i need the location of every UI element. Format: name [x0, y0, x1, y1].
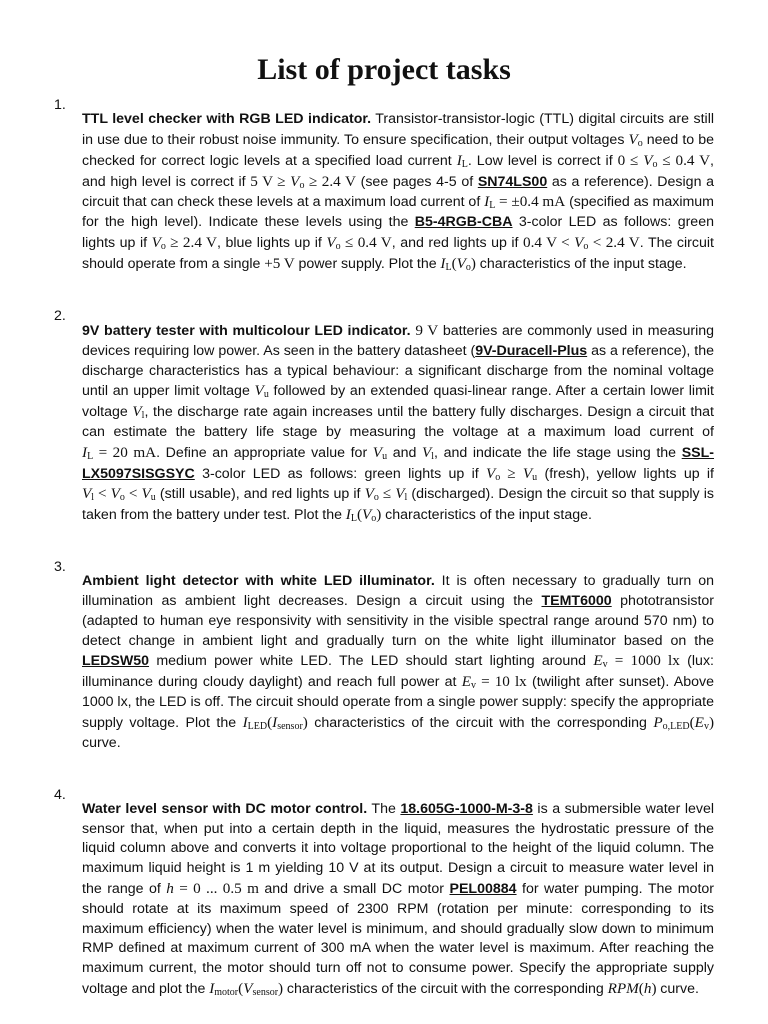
task-text: 3-color LED as follows: green lights up if	[194, 465, 486, 482]
part-link-ledsw50[interactable]: LEDSW50	[82, 653, 150, 670]
part-link-ssl-lx5097sisgsyc[interactable]: SSL-LX5097SISGSYC	[82, 444, 715, 482]
math-full-power-illuminance: $E_v = 10$ lx	[461, 673, 527, 692]
task-text: (see pages 4-5 of	[355, 173, 478, 190]
math-upper-limit-voltage: $V_u$	[254, 382, 269, 401]
math-start-illuminance: $E_v = 1000$ lx	[593, 652, 680, 671]
task-text: power supply. Plot the	[294, 255, 441, 272]
task-title: Ambient light detector with white LED illuminator.	[82, 573, 435, 590]
task-number: 4.	[54, 786, 66, 803]
task-text: characteristics of the circuit with the corresponding	[307, 714, 654, 731]
part-link-18-605g-1000-m-3-8[interactable]: 18.605G-1000-M-3-8	[400, 800, 533, 817]
task-text: 3-color LED as follows: green lights up if	[82, 214, 714, 251]
task-number: 3.	[54, 559, 66, 576]
task-text: , blue lights up if	[216, 234, 327, 251]
task-text: medium power white LED. The LED should start lighting around	[149, 653, 594, 670]
math-usable-condition: $V_l < V_o < V_u$	[82, 485, 156, 504]
task-text: , and red lights up if	[391, 234, 523, 251]
part-link-9v-duracell-plus[interactable]: 9V-Duracell-Plus	[475, 342, 588, 359]
task-title: 9V battery tester with multicolour LED indicator.	[82, 322, 411, 339]
task-text: and drive a small DC motor	[258, 881, 450, 898]
task-description	[82, 321, 714, 526]
math-supply-voltage: +5 V	[264, 254, 295, 272]
task-text: (twilight after sunset). Above 1000 lx, the LED is off. The circuit should operate from a single power supply: specify the appropriate supply voltage. Plot the	[82, 674, 714, 731]
task-text: characteristics of the circuit with the corresponding	[283, 981, 608, 997]
task-text: , and high level is correct if	[82, 152, 714, 190]
task-text: is a submersible water level sensor that, when put into a certain depth in the liquid, measures the hydrostatic pressure of the liquid column above and converts it into voltage proportional to the height of the liquid column. The maximum liquid height is 1 m yielding 10 V at its output. Design a circuit to measure water level in the range of	[82, 800, 715, 898]
task-text: (discharged). Design the circuit so that supply is taken from the battery under test. Plot the	[82, 486, 714, 524]
task-text: (lux: illuminance during cloudy daylight) and reach full power at	[82, 653, 714, 691]
math-rpm-curve: RPM(h)	[607, 980, 657, 997]
task-text: , and indicate the life stage using the	[434, 444, 682, 461]
task-text: phototransistor (adapted to human eye responsivity with sensitivity in the visible spectral range around 570 nm) to detect change in ambient light and gradually turn on the white light illuminator based on the	[82, 593, 715, 649]
task-text: as a reference). Design a circuit that can check these levels at a maximum load current of	[82, 173, 714, 211]
task-text: Transistor-transistor-logic (TTL) digital circuits are still in use due to their robust noise immunity. To ensure specification, their output voltages	[82, 111, 715, 148]
part-link-pel00884[interactable]: PEL00884	[449, 881, 517, 898]
task-text: characteristics of the input stage.	[475, 255, 687, 272]
math-battery-voltage: 9 V	[415, 321, 439, 339]
task-text: , the discharge rate again increases until the battery fully discharges. Design a circuit that can estimate the battery life stage by measuring the voltage at a maximum load current of	[82, 404, 714, 440]
math-water-level-range: h = 0 ... 0.5 m	[166, 880, 259, 898]
math-output-voltage: $V_o$	[628, 130, 643, 149]
math-lower-limit-voltage: $V_l$	[132, 403, 145, 422]
math-power-curve: $P_{o,LED}(E_v)$	[653, 713, 715, 732]
task-text: characteristics of the input stage.	[381, 507, 592, 524]
math-blue-condition: $V_o \le 0.4$ V	[326, 233, 392, 252]
task-text: . Low level is correct if	[467, 152, 618, 169]
math-load-current: $I_L$	[456, 151, 468, 170]
math-led-characteristic: $I_{LED}(I_{sensor})$	[242, 713, 308, 732]
task-text: (specified as maximum for the high level). Indicate these levels using the	[82, 194, 714, 231]
task-item-4	[54, 786, 714, 1014]
math-green-condition: $V_o \ge 2.4$ V	[151, 233, 217, 252]
part-link-sn74ls00[interactable]: SN74LS00	[477, 173, 548, 190]
task-text: batteries are commonly used in measuring devices requiring low power. As seen in the battery datasheet (	[82, 322, 715, 359]
math-discharged-condition: $V_o \le V_l$	[364, 485, 408, 504]
project-task-list	[54, 96, 714, 1014]
math-high-level-range: 5 $V \ge V_o \ge 2.4$ V	[250, 172, 356, 191]
math-characteristic: $I_L(V_o)$	[440, 254, 476, 273]
task-text: It is often necessary to gradually turn on illumination as ambient light decreases. Design a circuit using the	[82, 573, 714, 610]
task-description	[82, 572, 714, 753]
math-red-condition: 0.4 $V < V_o < 2.4$ V	[523, 233, 640, 252]
task-description	[82, 110, 714, 274]
math-characteristic: $I_L(V_o)$	[345, 506, 382, 525]
math-lower-limit-voltage: $V_l$	[421, 443, 435, 462]
task-text: need to be checked for correct logic levels at a specified load current	[82, 131, 714, 169]
part-link-b5-4rgb-cba[interactable]: B5-4RGB-CBA	[414, 214, 513, 231]
part-link-temt6000[interactable]: TEMT6000	[541, 593, 612, 610]
math-maximum-load-current: $I_L = \pm 0.4$ mA	[484, 193, 566, 212]
page-title: List of project tasks	[257, 53, 511, 86]
math-fresh-condition: $V_o \ge V_u$	[485, 464, 538, 483]
math-load-current: $I_L = 20$ mA	[82, 443, 157, 462]
task-text: curve.	[656, 981, 699, 997]
task-number: 2.	[54, 307, 66, 324]
math-upper-limit-voltage: $V_u$	[372, 443, 388, 462]
math-low-level-range: $0 \le V_o \le 0.4$ V	[617, 151, 711, 170]
task-item-1	[54, 96, 714, 289]
task-text: The	[367, 800, 401, 817]
task-title: TTL level checker with RGB LED indicator.	[82, 111, 372, 128]
task-text: (still usable), and red lights up if	[155, 486, 365, 503]
math-motor-characteristic: $I_{motor}(V_{sensor})$	[209, 980, 284, 998]
task-item-3	[54, 558, 714, 768]
task-item-2	[54, 307, 714, 540]
task-text: (fresh), yellow lights up if	[537, 465, 714, 482]
task-description	[82, 800, 714, 1000]
task-text: for water pumping. The motor should rotate at its maximum speed of 2300 RPM (rotation per minute: corresponding to its maximum efficiency) when the water level is minimum, and should gradually slow down to minimum RMP defined at maximum current of 300 mA when the water level is maximum. After reaching the maximum current, the motor should turn off not to consume power. Specify the appropriate supply voltage and plot the	[82, 881, 715, 997]
task-title: Water level sensor with DC motor control.	[82, 800, 368, 817]
task-text: . Define an appropriate value for	[156, 444, 373, 461]
task-text: as a reference), the discharge characteristics has a typical behaviour: a significant discharge from the nominal voltage until an upper limit voltage	[82, 342, 714, 400]
task-text: curve.	[82, 734, 121, 751]
task-number: 1.	[54, 97, 66, 113]
task-text: . The circuit should operate from a single	[82, 234, 714, 272]
task-text: and	[387, 444, 422, 461]
task-text: followed by an extended quasi-linear range. After a certain lower limit voltage	[82, 383, 714, 421]
